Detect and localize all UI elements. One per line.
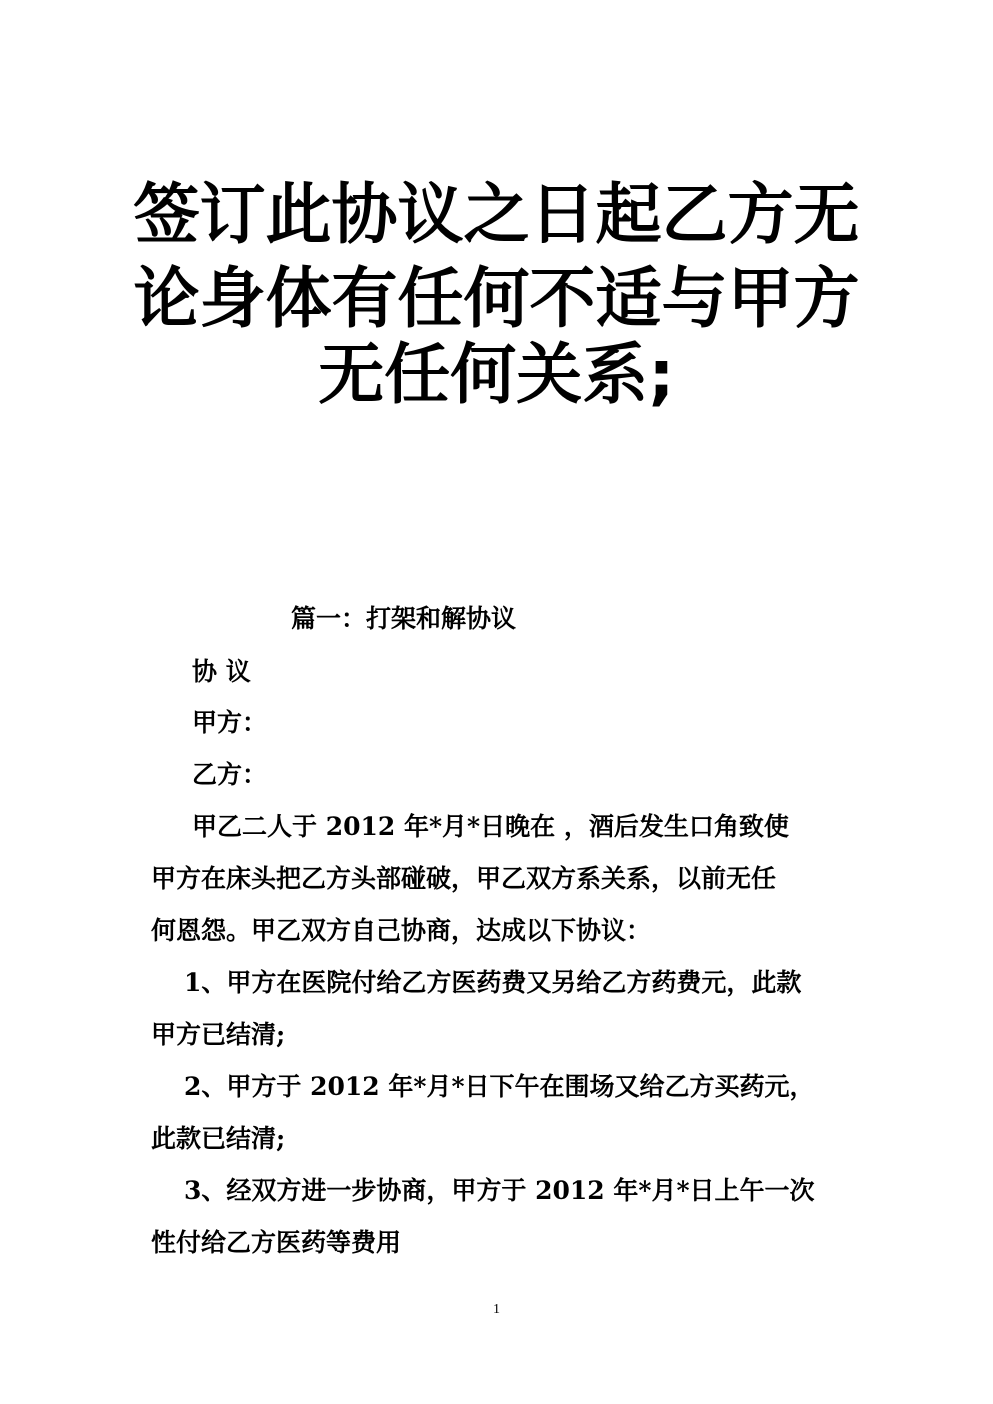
party-b-label: 乙方： [192, 760, 268, 789]
title-line-1: 签订此协议之日起乙方无 [133, 176, 860, 253]
paragraph-1-line-2: 甲方在床头把乙方头部碰破，甲乙双方系关系，以前无任 [151, 864, 777, 893]
item-2-line-1: 2、甲方于 2012 年*月*日下午在围场又给乙方买药元， [184, 1072, 815, 1101]
paragraph-1-line-1: 甲乙二人于 2012 年*月*日晚在 ，酒后发生口角致使 [192, 812, 789, 841]
paragraph-1-line-3: 何恩怨。甲乙双方自己协商，达成以下协议： [151, 916, 652, 945]
item-3-line-1: 3、经双方进一步协商，甲方于 2012 年*月*日上午一次 [184, 1176, 815, 1205]
item-2-line-2: 此款已结清; [151, 1124, 286, 1153]
page-number: 1 [493, 1302, 500, 1317]
item-1-line-1: 1、甲方在医院付给乙方医药费又另给乙方药费元，此款 [184, 968, 802, 997]
item-1-line-2: 甲方已结清; [151, 1020, 286, 1049]
title-line-2: 论身体有任何不适与甲方 [133, 260, 860, 337]
title-line-3: 无任何关系; [318, 336, 675, 413]
item-3-line-2: 性付给乙方医药等费用 [151, 1228, 402, 1257]
party-a-label: 甲方： [192, 708, 268, 737]
doc-title: 协 议 [192, 657, 251, 686]
section-heading: 篇一：打架和解协议 [291, 604, 517, 633]
